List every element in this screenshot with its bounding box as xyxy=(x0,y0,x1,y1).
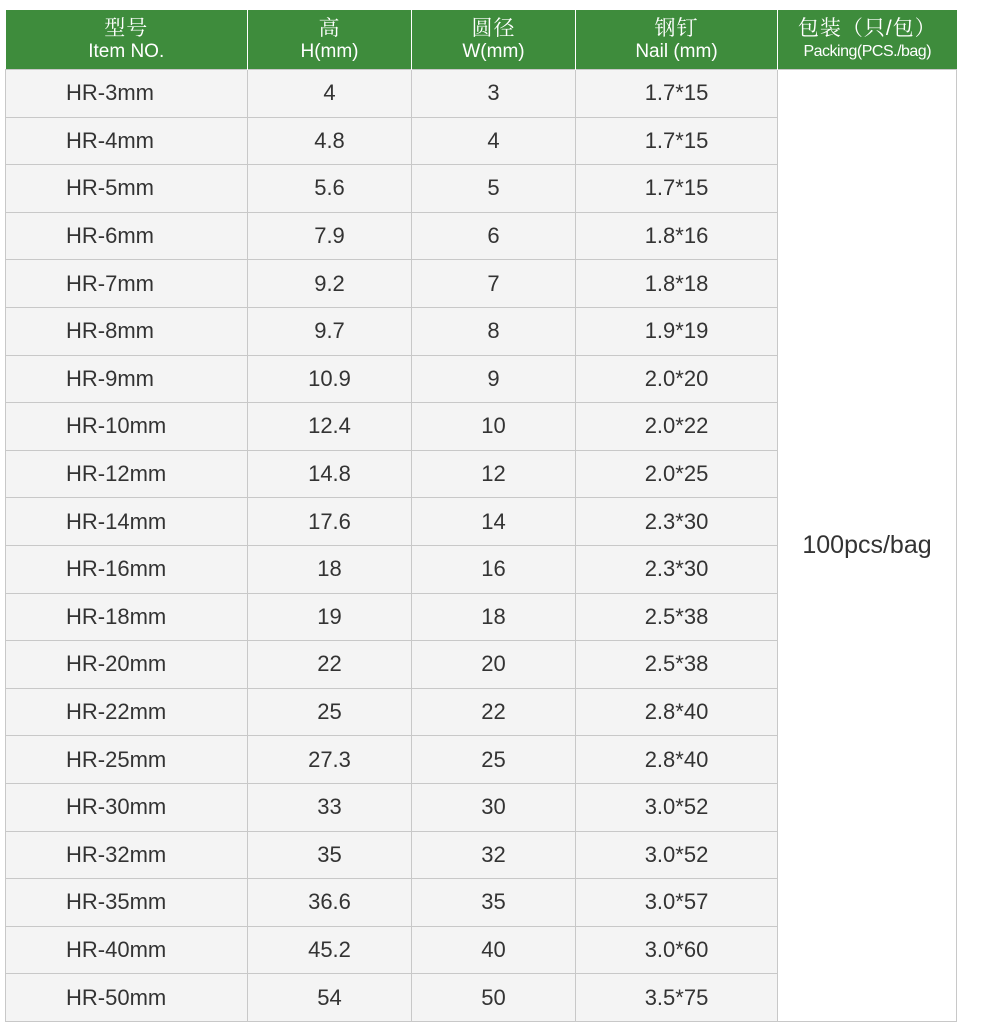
cell-diameter: 30 xyxy=(412,783,576,831)
cell-item-no: HR-35mm xyxy=(6,879,248,927)
cell-diameter: 18 xyxy=(412,593,576,641)
cell-item-no: HR-4mm xyxy=(6,117,248,165)
cell-height: 18 xyxy=(248,545,412,593)
cell-diameter: 8 xyxy=(412,307,576,355)
cell-nail: 1.9*19 xyxy=(576,307,778,355)
cell-nail: 2.5*38 xyxy=(576,641,778,689)
cell-nail: 2.0*22 xyxy=(576,403,778,451)
cell-height: 45.2 xyxy=(248,926,412,974)
cell-height: 27.3 xyxy=(248,736,412,784)
cell-diameter: 5 xyxy=(412,165,576,213)
cell-diameter: 20 xyxy=(412,641,576,689)
cell-item-no: HR-12mm xyxy=(6,450,248,498)
cell-item-no: HR-22mm xyxy=(6,688,248,736)
cell-diameter: 22 xyxy=(412,688,576,736)
cell-nail: 2.3*30 xyxy=(576,498,778,546)
cell-nail: 2.8*40 xyxy=(576,736,778,784)
cell-diameter: 7 xyxy=(412,260,576,308)
cell-height: 33 xyxy=(248,783,412,831)
cell-item-no: HR-20mm xyxy=(6,641,248,689)
cell-height: 12.4 xyxy=(248,403,412,451)
cell-diameter: 50 xyxy=(412,974,576,1022)
header-diameter xyxy=(412,10,576,70)
cell-nail: 3.0*52 xyxy=(576,783,778,831)
spec-table-container xyxy=(5,10,956,1022)
cell-diameter: 14 xyxy=(412,498,576,546)
header-height-en: H(mm) xyxy=(300,40,359,62)
cell-height: 54 xyxy=(248,974,412,1022)
cell-height: 4 xyxy=(248,70,412,118)
header-nail-cn: 钢钉 xyxy=(654,16,699,40)
cell-diameter: 6 xyxy=(412,212,576,260)
header-item-no-cn: 型号 xyxy=(104,16,149,40)
cell-nail: 2.5*38 xyxy=(576,593,778,641)
cell-diameter: 4 xyxy=(412,117,576,165)
cell-nail: 3.0*57 xyxy=(576,879,778,927)
cell-height: 22 xyxy=(248,641,412,689)
header-packing-cn: 包装（只/包） xyxy=(797,16,937,40)
cell-nail: 2.0*20 xyxy=(576,355,778,403)
cell-height: 9.7 xyxy=(248,307,412,355)
cell-item-no: HR-30mm xyxy=(6,783,248,831)
spec-table xyxy=(5,10,957,1022)
cell-height: 14.8 xyxy=(248,450,412,498)
cell-nail: 1.8*18 xyxy=(576,260,778,308)
cell-height: 7.9 xyxy=(248,212,412,260)
cell-diameter: 10 xyxy=(412,403,576,451)
cell-packing: 100pcs/bag xyxy=(778,70,957,1022)
cell-nail: 3.0*52 xyxy=(576,831,778,879)
cell-diameter: 16 xyxy=(412,545,576,593)
cell-nail: 1.7*15 xyxy=(576,70,778,118)
cell-diameter: 32 xyxy=(412,831,576,879)
cell-height: 25 xyxy=(248,688,412,736)
cell-diameter: 9 xyxy=(412,355,576,403)
cell-nail: 3.0*60 xyxy=(576,926,778,974)
cell-nail: 1.7*15 xyxy=(576,117,778,165)
cell-item-no: HR-8mm xyxy=(6,307,248,355)
cell-height: 5.6 xyxy=(248,165,412,213)
header-height-cn: 高 xyxy=(318,16,341,40)
header-height xyxy=(248,10,412,70)
cell-height: 10.9 xyxy=(248,355,412,403)
cell-nail: 1.7*15 xyxy=(576,165,778,213)
header-packing xyxy=(778,10,957,70)
cell-height: 36.6 xyxy=(248,879,412,927)
header-packing-en: Packing(PCS./bag) xyxy=(803,42,932,60)
header-item-no xyxy=(6,10,248,70)
cell-item-no: HR-40mm xyxy=(6,926,248,974)
cell-item-no: HR-32mm xyxy=(6,831,248,879)
cell-height: 35 xyxy=(248,831,412,879)
cell-height: 19 xyxy=(248,593,412,641)
cell-diameter: 40 xyxy=(412,926,576,974)
header-item-no-en: Item NO. xyxy=(88,40,165,62)
cell-item-no: HR-10mm xyxy=(6,403,248,451)
cell-item-no: HR-16mm xyxy=(6,545,248,593)
cell-item-no: HR-14mm xyxy=(6,498,248,546)
cell-nail: 2.8*40 xyxy=(576,688,778,736)
header-diameter-cn: 圆径 xyxy=(471,16,516,40)
cell-item-no: HR-5mm xyxy=(6,165,248,213)
table-body xyxy=(6,70,957,1022)
cell-diameter: 35 xyxy=(412,879,576,927)
cell-item-no: HR-50mm xyxy=(6,974,248,1022)
cell-nail: 1.8*16 xyxy=(576,212,778,260)
cell-nail: 3.5*75 xyxy=(576,974,778,1022)
cell-height: 4.8 xyxy=(248,117,412,165)
cell-diameter: 12 xyxy=(412,450,576,498)
cell-item-no: HR-18mm xyxy=(6,593,248,641)
cell-height: 9.2 xyxy=(248,260,412,308)
header-diameter-en: W(mm) xyxy=(462,40,525,62)
header-nail xyxy=(576,10,778,70)
cell-item-no: HR-3mm xyxy=(6,70,248,118)
cell-diameter: 25 xyxy=(412,736,576,784)
cell-height: 17.6 xyxy=(248,498,412,546)
cell-item-no: HR-7mm xyxy=(6,260,248,308)
cell-item-no: HR-25mm xyxy=(6,736,248,784)
header-nail-en: Nail (mm) xyxy=(635,40,718,62)
cell-nail: 2.3*30 xyxy=(576,545,778,593)
cell-diameter: 3 xyxy=(412,70,576,118)
cell-item-no: HR-9mm xyxy=(6,355,248,403)
table-row xyxy=(6,70,957,118)
table-header xyxy=(6,10,957,70)
header-row xyxy=(6,10,957,70)
cell-item-no: HR-6mm xyxy=(6,212,248,260)
cell-nail: 2.0*25 xyxy=(576,450,778,498)
